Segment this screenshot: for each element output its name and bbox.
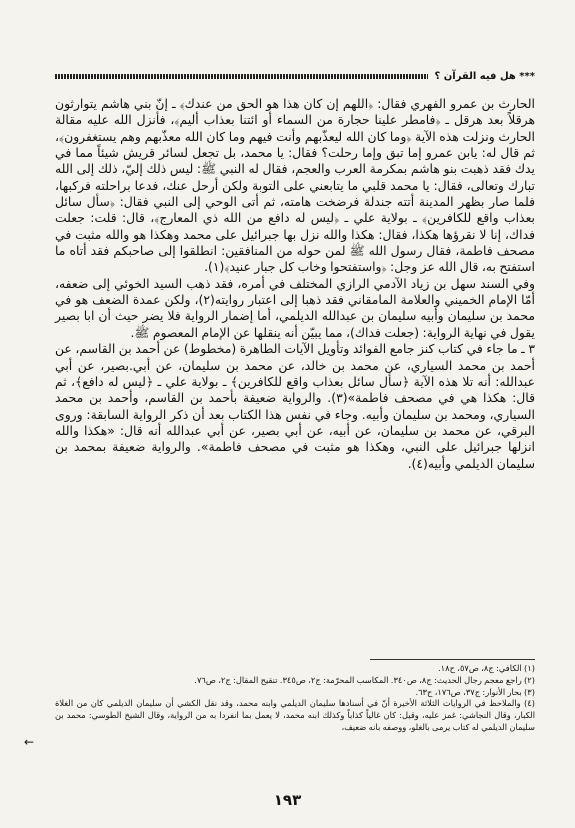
page-header [55,68,535,84]
footnote: (١) الكافي: ج٨، ص٥٧، ح١٨. [438,663,535,673]
page-number: ١٩٣ [273,791,302,809]
paragraph: ٣ ـ ما جاء في كتاب كنز جامع الفوائد وتأويل الآيات الطاهرة (مخطوط) عن أحمد بن القاسم، عن أحمد بن محمد السياري، عن محمد بن خالد، عن محمد بن سليمان، عن أبي.بصير، عن أبي عبدالله: أنه تلا هذه الآية ﴿سأل سائل بعذاب واقع للكافرين﴾ ـ بولاية علي ـ ﴿ليس له دافع﴾، ثم قال: هكذا هي في مصحف فاطمة»(٣). والرواية ضعيفة بأحمد بن القاسم، وأحمد بن محمد السياري، ومحمد بن سليمان وأبيه. وجاء في نفس هذا الكتاب بعد أن ذكر الرواية السابقة: وروى البرقي، عن محمد بن سليمان، عن أبيه، عن أبي بصير، عن أبي عبدالله أنه قال: «هكذا والله انزلها جبرائيل على النبي، وهكذا هو مثبت في مصحف فاطمة». والرواية ضعيفة بمحمد بن سليمان الديلمي وأبيه(٤). [55,341,535,471]
continuation-arrow-icon: ← [24,735,35,749]
body-text [55,96,535,472]
running-title: *** هل فيه القرآن ؟ [434,70,535,82]
paragraph: وفي السند سهل بن زياد الآدمي الرازي المختلف في أمره، فقد ذهب السيد الخوئي إلى ضعفه، أمّا الإمام الخميني والعلامة المامقاني فقد ذهبا إلى اعتبار روايته(٢)، ولكن عمدة الضعف هو في محمد بن سليمان وأبيه سليمان بن عبدالله الديلمي، أما إضمار الرواية فلا يضر حيث أن ابا بصير يقول في نهاية الرواية: (جعلت فداك)، مما يبيّن أنه ينقلها عن الإمام المعصوم ﷺ. [55,275,535,340]
footnote: (٢) راجع معجم رجال الحديث: ج٨، ص٣٤٠. المكاسب المحرّمة: ج٢، ص٣٤٥. تنقيح المقال: ج٢، ص٧٦. [194,674,535,685]
footnote: (٤) والملاحظ في الروايات الثلاثة الأخيرة أنّ في أسنادها سليمان الديلمي وابنه محمد، وقد نقل الكشي أن سليمان الديلمي كان من الغلاة الكبار، وقال النجاشي: غمز عليه، وقيل: كان غالياً كذاباً وكذلك ابنه محمد، لا يعمل بما انفردا به من الرواية، وقال الشيخ الطوسي: محمد بن سليمان الديلمي له كتاب يرمى بالغلو، ووصفه بانه ضعيف، [55,698,535,732]
footnote-separator [370,659,535,660]
header-dotted-rule [55,74,428,79]
footnote: (٣) بحار الأنوار: ج٣٧، ص١٧٦، ح٦٣. [415,686,535,697]
footnotes [55,663,535,734]
paragraph: الحارث بن عمرو الفهري فقال: ﴿اللهم إن كان هذا هو الحق من عندك﴾ ـ إنّ بني هاشم يتوارثون هرقلاً بعد هرقل ـ ﴿فامطر علينا حجارة من السماء أو ائتنا بعذاب أليم﴾، فأنزل الله عليه مقالة الحارث ونزلت هذه الآية ﴿وما كان الله ليعذّبهم وأنت فيهم وما كان الله معذّبهم وهم يستغفرون﴾، ثم قال له: يابن عمرو إما تبق وإما رحلت؟ فقال: يا محمد، بل تجعل لسائر قريش شيئاً مما في يدك فقد ذهبت بنو هاشم بمكرمة العرب والعجم، فقال له النبي ﷺ: ليس ذلك إليّ، ذلك إلى الله تبارك وتعالى، فقال: يا محمد قلبي ما يتابعني على التوبة ولكن أرحل عنك، فدعا براحلته فركبها، فلما صار بظهر المدينة أتته جندلة فرضخت هامته، ثم أتى الوحي إلى النبي فقال: ﴿سأل سائل بعذاب واقع للكافرين﴾ ـ بولاية علي ـ ﴿ليس له دافع من الله ذي المعارج﴾، قال: قلت: جعلت فداك، إنا لا نقرؤها هكذا، فقال: هكذا والله نزل بها جبرائيل على محمد وهكذا هو والله مثبت في مصحف فاطمة، فقال رسول الله ﷺ لمن حوله من المنافقين: انطلقوا إلى صاحبكم فقد أتاه ما استفتح به، قال الله عز وجل: ﴿واستفتحوا وخاب كل جبار عنيد﴾(١). [55,96,535,275]
